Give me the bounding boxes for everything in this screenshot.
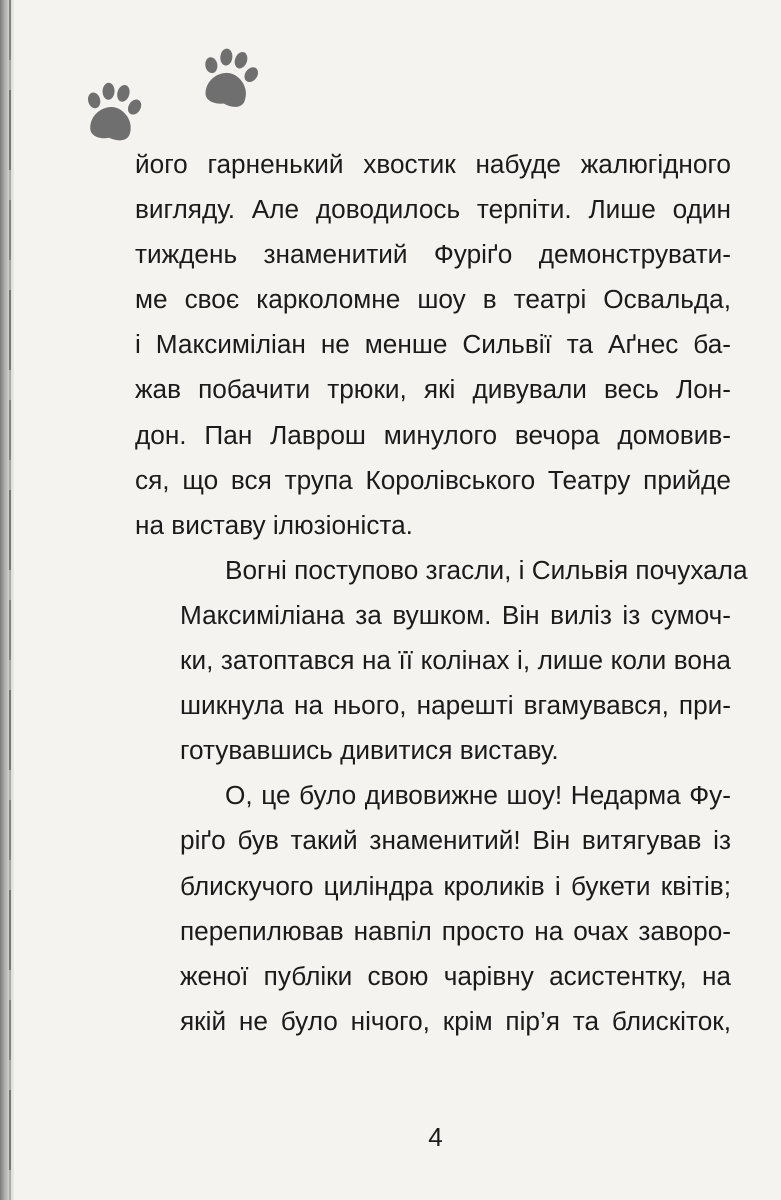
text-line: О, це було дивовижне шоу! Недарма Фу- [225, 780, 731, 811]
text-line: вигляду. Але доводилось терпіти. Лише один [135, 194, 731, 225]
text-line: блискучого циліндра кроликів і букети квітів; [180, 870, 731, 901]
text-line: женої публіки свою чарівну асистентку, на [180, 960, 731, 991]
page-number: 4 [428, 1122, 443, 1152]
text-line: шикнула на нього, нарешті вгамувався, при- [180, 690, 731, 721]
text-line: ся, що вся трупа Королівського Театру прийде [135, 464, 731, 495]
paragraph-2 [135, 548, 748, 773]
text-line: і Максиміліан не менше Сильвії та Аґнес ба- [135, 329, 731, 360]
text-line: ки, затоптався на її колінах і, лише коли вона [180, 645, 731, 676]
text-line: тиждень знаменитий Фуріґо демонструвати- [135, 239, 731, 270]
page-left-edge-shadow [9, 0, 11, 1200]
text-line: Вогні поступово згасли, і Сильвія почухала [225, 554, 748, 585]
text-line: ріґо був такий знаменитий! Він витягував із [180, 825, 731, 856]
text-line: готувавшись дивитися виставу. [180, 735, 559, 766]
text-line: перепилював навпіл просто на очах заворо- [180, 915, 731, 946]
paw-print-large-icon [195, 44, 264, 111]
paragraph-1 [135, 142, 731, 548]
paw-print-small-icon [81, 79, 147, 143]
body-text [135, 142, 748, 1044]
page-left-edge [0, 0, 14, 1200]
text-line: на виставу ілюзіоніста. [135, 509, 413, 540]
text-line: Максиміліана за вушком. Він виліз із сумоч- [180, 599, 731, 630]
text-line: жав побачити трюки, які дивували весь Лон- [135, 374, 731, 405]
text-line: ме своє карколомне шоу в театрі Освальда, [135, 284, 731, 315]
text-line: якій не було нічого, крім пір’я та блискіток, [180, 1005, 731, 1036]
paw-prints-icon [0, 0, 781, 160]
text-line: дон. Пан Лаврош минулого вечора домовив- [135, 419, 731, 450]
text-line: його гарненький хвостик набуде жалюгідного [135, 149, 731, 179]
paragraph-3 [135, 773, 731, 1044]
